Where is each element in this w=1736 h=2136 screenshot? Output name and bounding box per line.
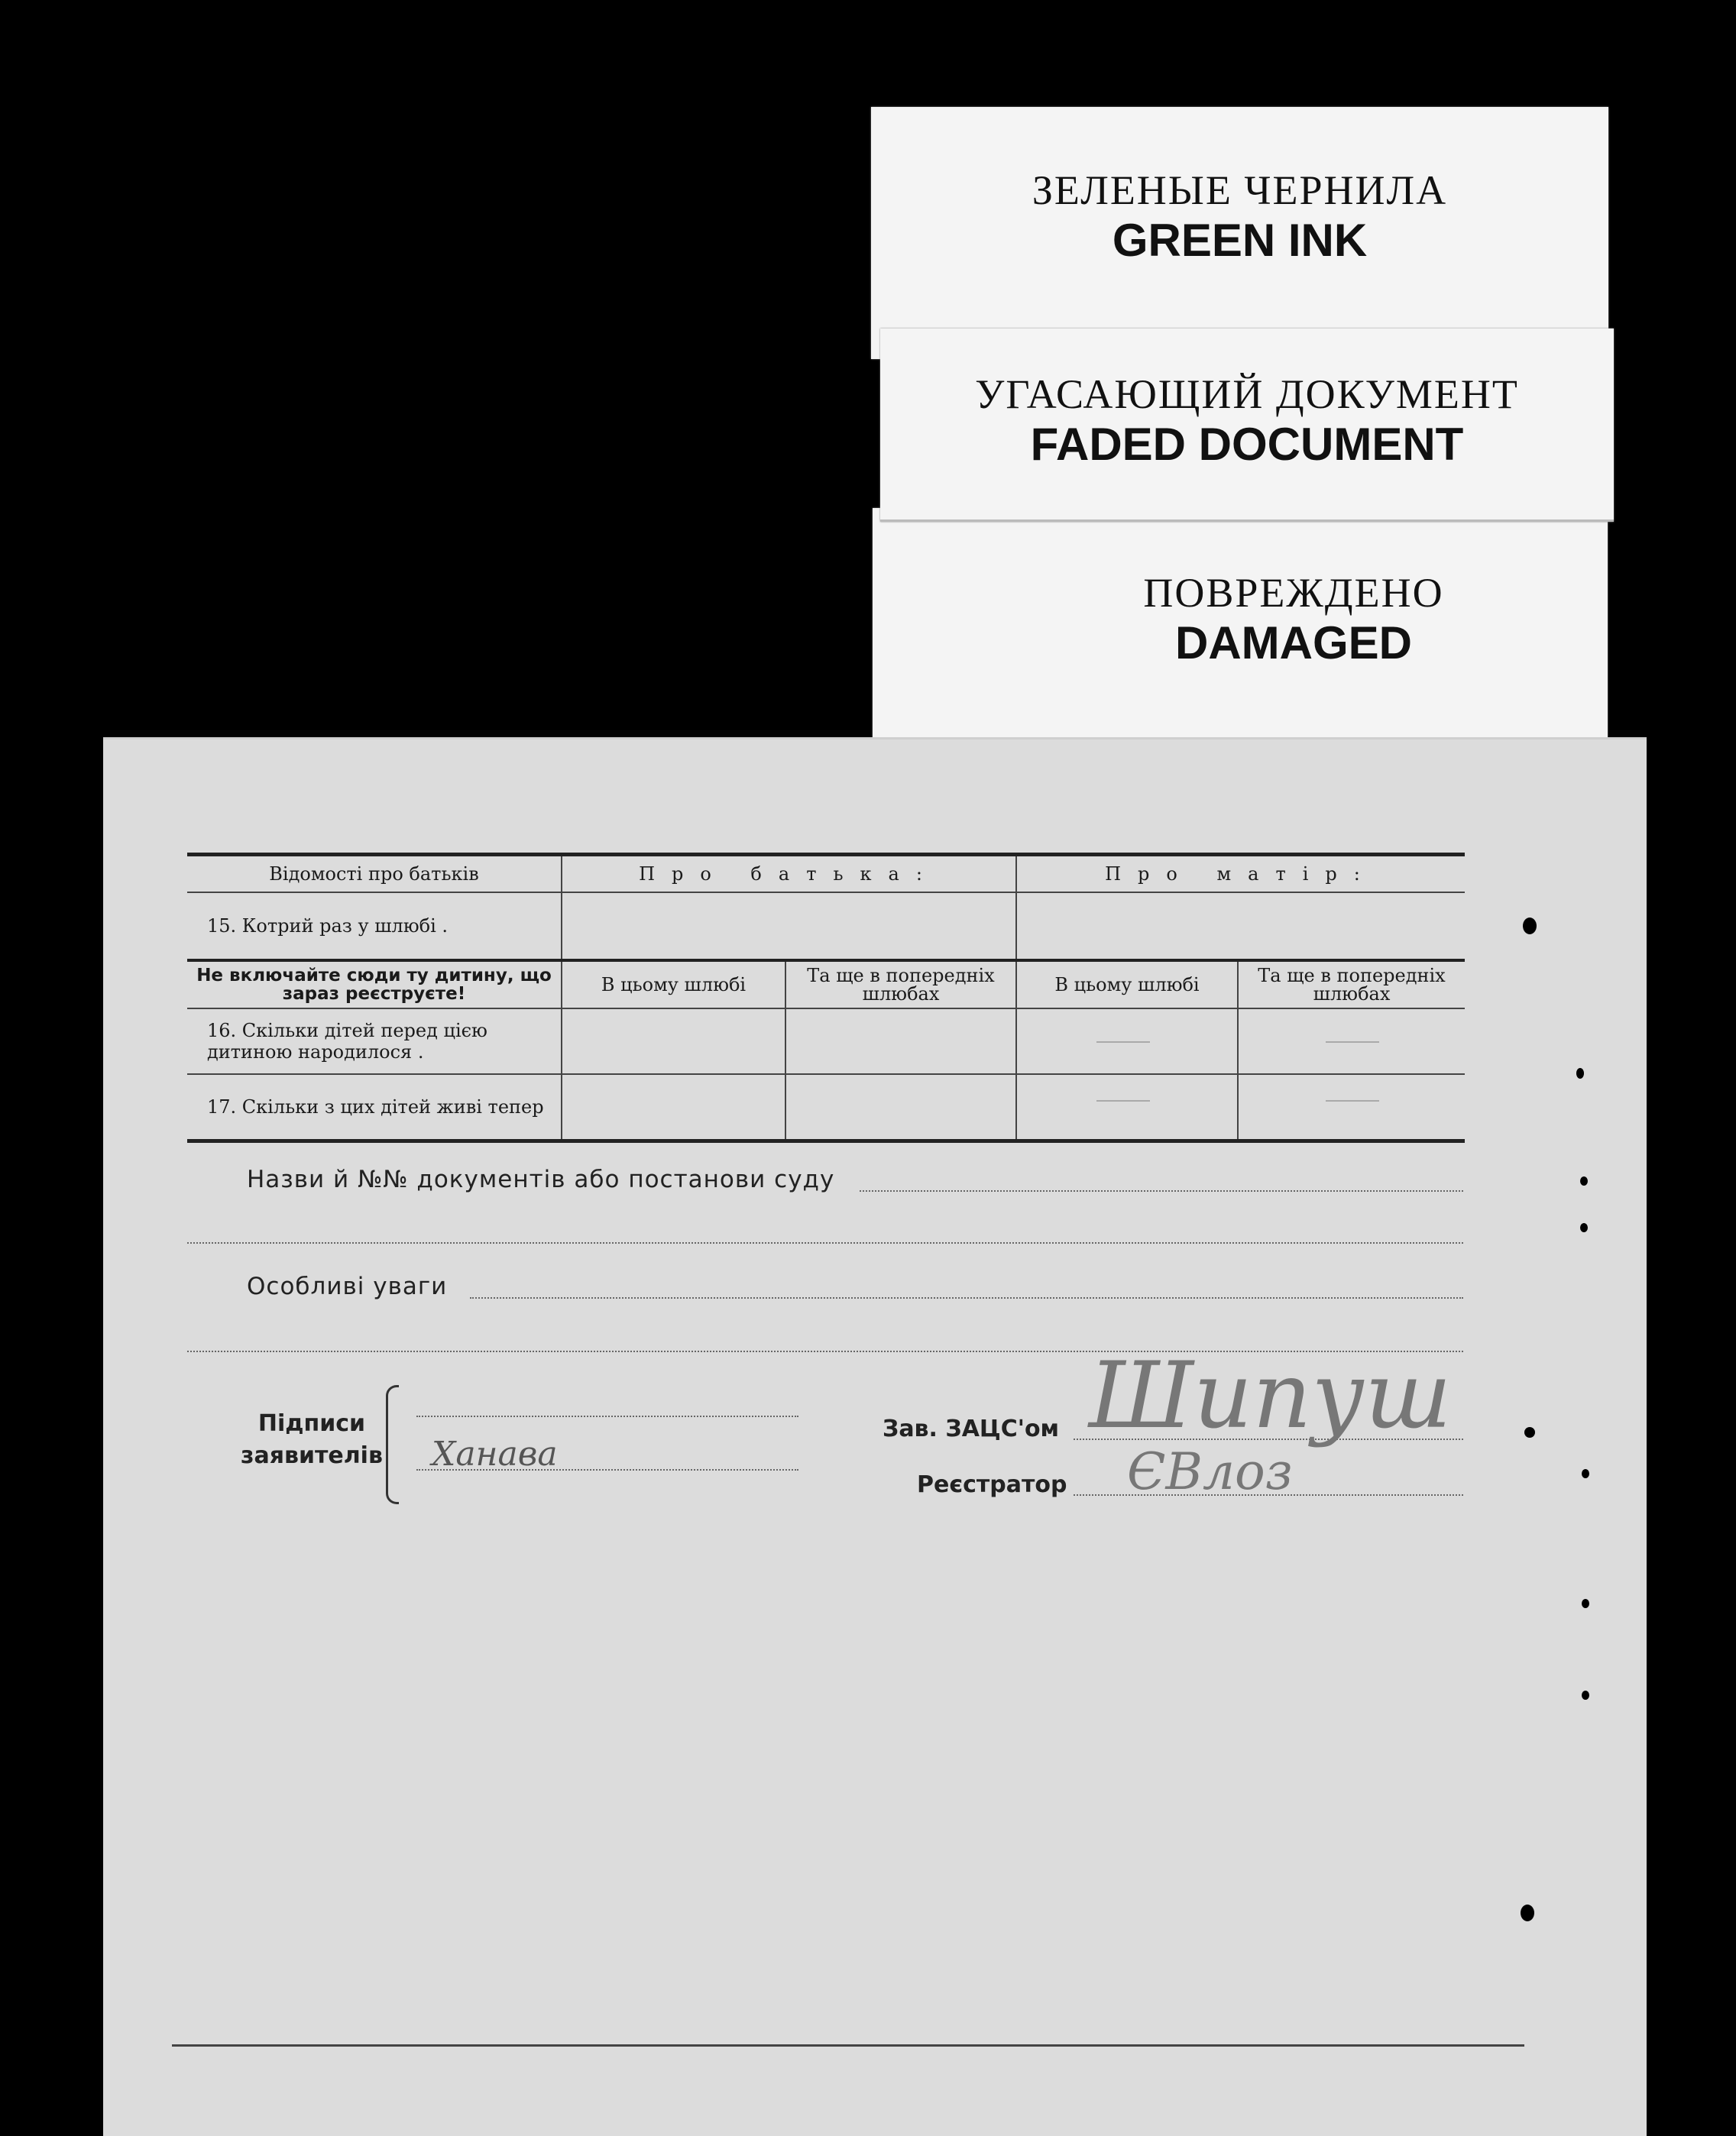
head-signature-image: Шипуш xyxy=(1089,1343,1452,1449)
row-15-label: 15. Котрий раз у шлюбі . xyxy=(187,892,562,960)
punch-hole xyxy=(1576,1068,1584,1079)
dash-mark xyxy=(1326,1041,1379,1043)
label-ru-text: УГАСАЮЩИЙ ДОКУМЕНТ xyxy=(975,371,1519,417)
label-en-text: GREEN INK xyxy=(1112,215,1368,266)
table-cell xyxy=(1016,1074,1238,1141)
dash-mark xyxy=(1326,1100,1379,1102)
dash-mark xyxy=(1096,1100,1150,1102)
mother-marriage-count-cell xyxy=(1016,892,1465,960)
bottom-rule xyxy=(172,2044,1524,2047)
damaged-label xyxy=(873,508,1608,752)
table-cell xyxy=(785,1008,1016,1074)
father-header: Про батька: xyxy=(562,855,1016,893)
table-cell xyxy=(785,1074,1016,1141)
head-registry-label: Зав. ЗАЦС'ом xyxy=(883,1416,1060,1442)
label-en-text: FADED DOCUMENT xyxy=(1030,419,1464,470)
punch-hole xyxy=(1524,1427,1535,1438)
label-ru-text: ЗЕЛЕНЫЕ ЧЕРНИЛА xyxy=(1032,167,1448,213)
table-row xyxy=(187,1008,1465,1074)
registrar-signature-image: ЄВлоз xyxy=(1127,1442,1293,1501)
punch-hole xyxy=(1521,1905,1534,1921)
mother-header: Про матір: xyxy=(1016,855,1465,893)
form-sheet xyxy=(103,737,1647,2136)
applicant-signature-line-1[interactable] xyxy=(416,1416,798,1417)
table-row xyxy=(187,892,1465,960)
punch-hole xyxy=(1582,1691,1589,1700)
parents-info-header: Відомості про батьків xyxy=(187,855,562,893)
documents-line[interactable] xyxy=(860,1190,1463,1192)
punch-hole xyxy=(1582,1469,1589,1478)
table-header-row xyxy=(187,855,1465,893)
label-ru-text: ПОВРЕЖДЕНО xyxy=(1143,570,1444,616)
faded-document-label xyxy=(880,328,1614,522)
warning-text: Не включайте сюди ту дитину, що зараз реєструєте! xyxy=(187,960,562,1008)
row-17-label: 17. Скільки з цих дітей живі тепер xyxy=(187,1074,562,1141)
punch-hole xyxy=(1582,1599,1589,1608)
table-row xyxy=(187,1074,1465,1141)
remarks-line[interactable] xyxy=(470,1297,1463,1299)
father-marriage-count-cell xyxy=(562,892,1016,960)
parents-info-table xyxy=(187,853,1465,1143)
row-16-label: 16. Скільки дітей перед цією дитиною народилося . xyxy=(187,1008,562,1074)
table-subheader-row xyxy=(187,960,1465,1008)
label-en-text: DAMAGED xyxy=(1175,617,1412,668)
documents-line-2[interactable] xyxy=(187,1242,1463,1244)
applicants-signature-label: Підписи заявителів xyxy=(241,1410,383,1469)
subheader-father-this: В цьому шлюбі xyxy=(562,960,785,1008)
subheader-mother-previous: Та ще в попередніх шлюбах xyxy=(1238,960,1465,1008)
punch-hole xyxy=(1523,918,1537,934)
registrar-label: Реєстратор xyxy=(917,1471,1067,1498)
punch-hole xyxy=(1580,1176,1588,1186)
remarks-label: Особливі уваги xyxy=(247,1273,448,1300)
brace xyxy=(386,1385,399,1504)
table-cell xyxy=(562,1008,785,1074)
subheader-father-previous: Та ще в попередніх шлюбах xyxy=(785,960,1016,1008)
table-cell xyxy=(1238,1074,1465,1141)
applicant-signature-image: Ханава xyxy=(432,1435,558,1474)
green-ink-label xyxy=(871,107,1608,359)
dash-mark xyxy=(1096,1041,1150,1043)
punch-hole xyxy=(1580,1223,1588,1232)
documents-label: Назви й №№ документів або постанови суду xyxy=(247,1166,835,1193)
table-cell xyxy=(562,1074,785,1141)
subheader-mother-this: В цьому шлюбі xyxy=(1016,960,1238,1008)
